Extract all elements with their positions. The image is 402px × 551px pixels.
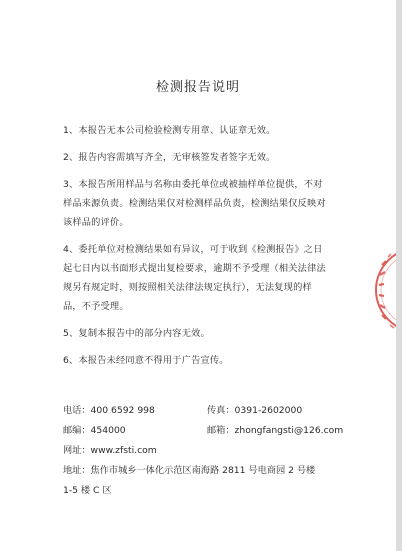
fax-text: 传真：0391-2602000 bbox=[207, 405, 303, 416]
address-text-continued: 1-5 楼 C 区 bbox=[63, 485, 112, 496]
note-line: 该样品的评价。 bbox=[63, 217, 129, 228]
email-text: 邮箱：zhongfangsti@126.com bbox=[207, 425, 344, 436]
contact-row bbox=[63, 481, 363, 501]
contact-info bbox=[63, 401, 363, 501]
note-line: 3、本报告所用样品与名称由委托单位或被抽样单位提供，不对 bbox=[63, 179, 323, 190]
note-line: 品，不予受理。 bbox=[63, 301, 129, 312]
contact-row bbox=[63, 461, 363, 481]
note-line: 样品来源负责。检测结果仅对检测样品负责，检测结果仅反映对 bbox=[63, 198, 326, 209]
postcode-text: 邮编：454000 bbox=[63, 425, 126, 436]
contact-row bbox=[63, 421, 363, 441]
note-line: 4、委托单位对检测结果如有异议，可于收到《检测报告》之日 bbox=[63, 244, 323, 255]
note-line: 规另有规定时，则按照相关法律法规定执行），无法复现的样 bbox=[63, 282, 312, 293]
notes-body bbox=[63, 121, 347, 370]
note-line: 2、报告内容需填写齐全，无审核签发者签字无效。 bbox=[63, 152, 276, 163]
official-seal-stamp bbox=[372, 235, 396, 345]
website-text: 网址：www.zfsti.com bbox=[63, 445, 157, 456]
phone-text: 电话：400 6592 998 bbox=[63, 405, 155, 416]
contact-row bbox=[63, 401, 363, 421]
note-line: 6、本报告未经同意不得用于广告宣传。 bbox=[63, 355, 229, 366]
note-line: 1、本报告无本公司检验检测专用章、认证章无效。 bbox=[63, 125, 276, 136]
note-line: 起七日内以书面形式提出复检要求，逾期不予受理（相关法律法 bbox=[63, 263, 326, 274]
page-title: 检测报告说明 bbox=[155, 80, 240, 95]
contact-row bbox=[63, 441, 363, 461]
address-text: 地址：焦作市城乡一体化示范区南海路 2811 号电商园 2 号楼 bbox=[63, 465, 316, 476]
note-line: 5、复制本报告中的部分内容无效。 bbox=[63, 328, 210, 339]
page-edge bbox=[396, 0, 402, 551]
